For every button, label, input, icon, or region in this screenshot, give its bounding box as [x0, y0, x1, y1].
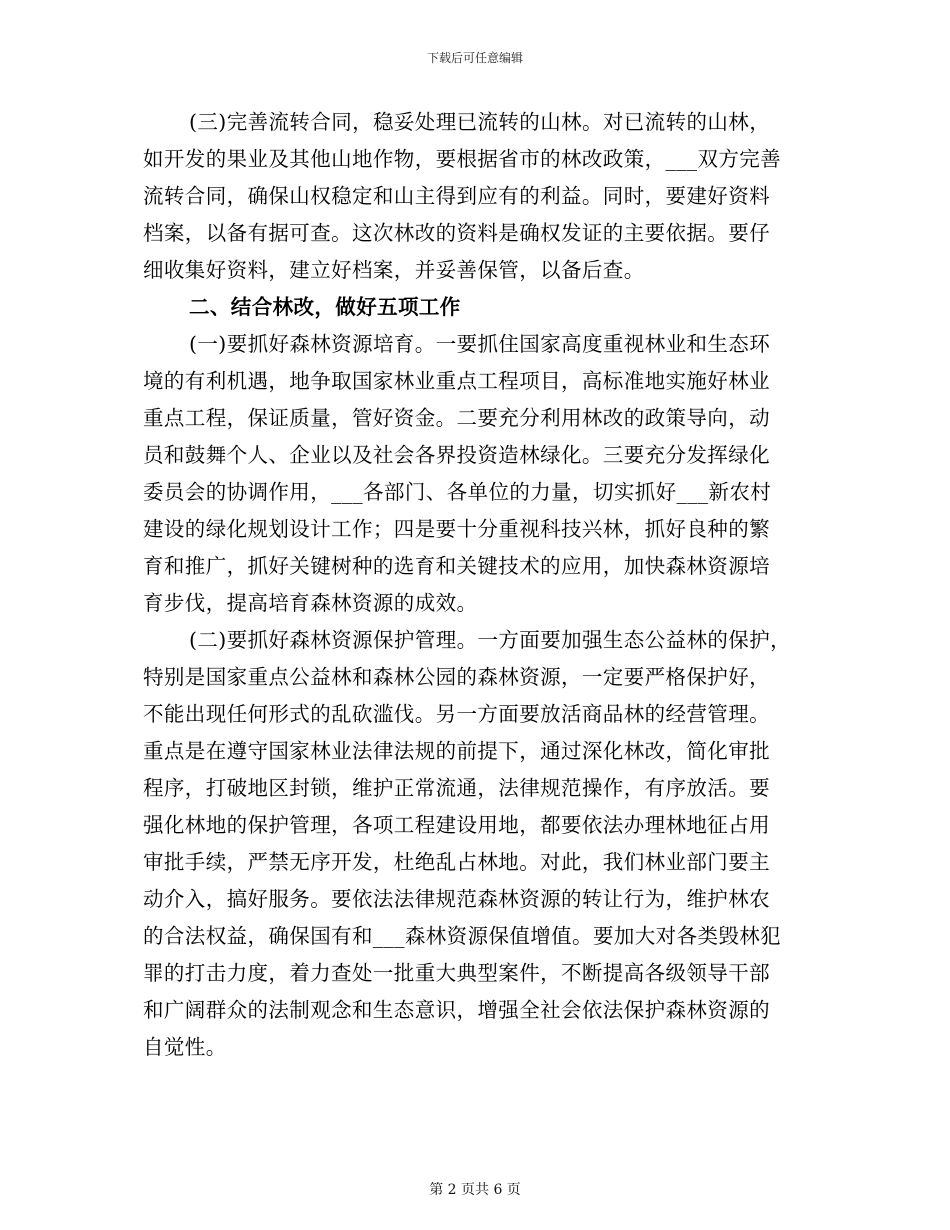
text-line: 的合法权益，确保国有和___森林资源保值增值。要加大对各类毁林犯: [143, 924, 782, 948]
text-line: 档案，以备有据可查。这次林改的资料是确权发证的主要依据。要仔: [143, 221, 770, 245]
text-line: 育和推广，抓好关键树种的选育和关键技术的应用，加快森林资源培: [143, 554, 770, 578]
text-line: 自觉性。: [143, 1035, 227, 1059]
text-line: 不能出现任何形式的乱砍滥伐。另一方面要放活商品林的经营管理。: [143, 702, 770, 726]
text-line: 境的有利机遇，地争取国家林业重点工程项目，高标准地实施好林业: [143, 369, 770, 393]
text-line: 委员会的协调作用，___各部门、各单位的力量，切实抓好___新农村: [143, 480, 772, 504]
text-line: 罪的打击力度，着力查处一批重大典型案件，不断提高各级领导干部: [143, 961, 770, 985]
paragraph-resource-cultivation: [143, 326, 807, 622]
text-line: 动介入，搞好服务。要依法法律规范森林资源的转让行为，维护林农: [143, 887, 770, 911]
text-line: 细收集好资料，建立好档案，并妥善保管，以备后查。: [143, 258, 645, 282]
text-line: 重点是在遵守国家林业法律法规的前提下，通过深化林改，简化审批: [143, 739, 770, 763]
text-line: 建设的绿化规划设计工作；四是要十分重视科技兴林，抓好良种的繁: [143, 517, 770, 541]
text-line: (二)要抓好森林资源保护管理。一方面要加强生态公益林的保护，: [189, 628, 791, 652]
text-line: 程序，打破地区封锁，维护正常流通，法律规范操作，有序放活。要: [143, 776, 770, 800]
text-line: 育步伐，提高培育森林资源的成效。: [143, 591, 478, 615]
heading-text: 二、结合林改，做好五项工作: [189, 295, 461, 319]
section-heading: [143, 289, 807, 326]
text-line: (一)要抓好森林资源培育。一要抓住国家高度重视林业和生态环: [189, 332, 771, 356]
text-line: 如开发的果业及其他山地作物，要根据省市的林改政策，___双方完善: [143, 147, 782, 171]
text-line: 审批手续，严禁无序开发，杜绝乱占林地。对此，我们林业部门要主: [143, 850, 770, 874]
text-line: 员和鼓舞个人、企业以及社会各界投资造林绿化。三要充分发挥绿化: [143, 443, 770, 467]
text-line: (三)完善流转合同，稳妥处理已流转的山林。对已流转的山林，: [189, 110, 771, 134]
text-line: 重点工程，保证质量，管好资金。二要充分利用林改的政策导向，动: [143, 406, 770, 430]
text-line: 和广阔群众的法制观念和生态意识，增强全社会依法保护森林资源的: [143, 998, 770, 1022]
text-line: 特别是国家重点公益林和森林公园的森林资源，一定要严格保护好，: [143, 665, 770, 689]
text-line: 强化林地的保护管理，各项工程建设用地，都要依法办理林地征占用: [143, 813, 770, 837]
paragraph-contract-handling: [143, 104, 807, 289]
page-header: 下载后可任意编辑: [426, 51, 523, 65]
page-number: 第 2 页共 6 页: [429, 1182, 521, 1198]
paragraph-resource-protection: [143, 622, 807, 1066]
document-body: [143, 104, 807, 1066]
text-line: 流转合同，确保山权稳定和山主得到应有的利益。同时，要建好资料: [143, 184, 770, 208]
